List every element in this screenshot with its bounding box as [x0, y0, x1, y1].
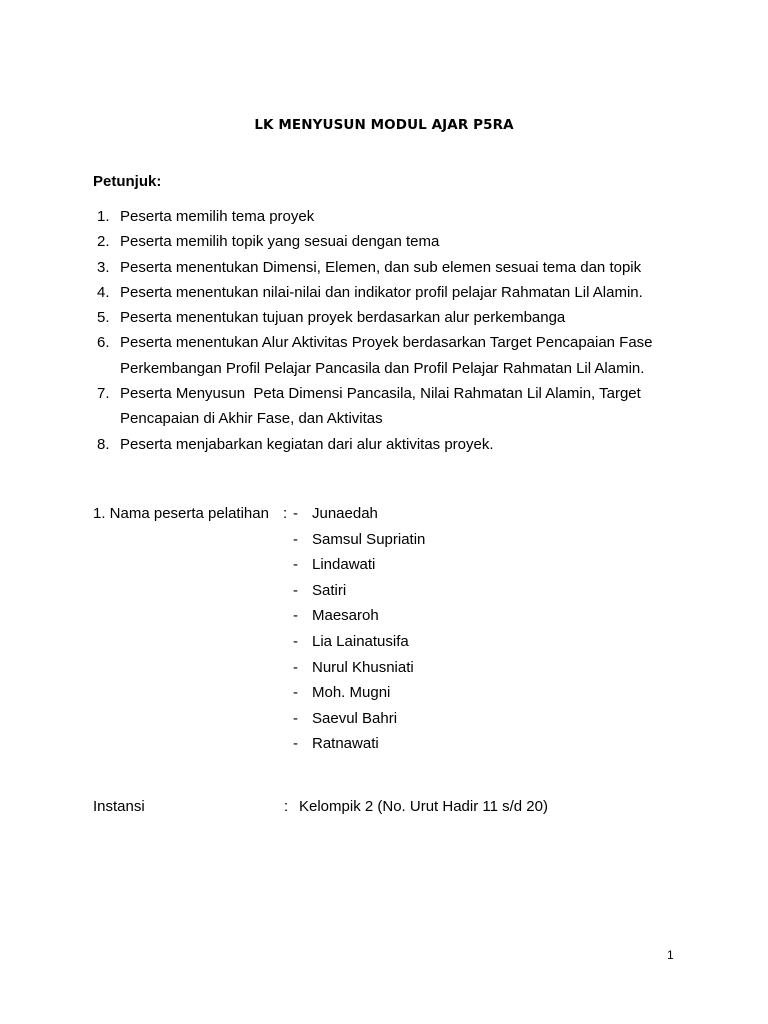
participant-item: [293, 655, 593, 681]
participants-list: [293, 501, 593, 757]
list-dash: -: [293, 607, 298, 625]
instruction-item: [93, 255, 693, 280]
instruction-text: Peserta menentukan Dimensi, Elemen, dan sub elemen sesuai tema dan topik: [120, 258, 642, 276]
institution-value: Kelompik 2 (No. Urut Hadir 11 s/d 20): [299, 798, 548, 815]
instruction-item: [93, 381, 693, 432]
list-dash: -: [293, 505, 298, 522]
page-number: 1: [667, 948, 674, 962]
participant-name: Junaedah: [312, 505, 378, 522]
instruction-item: [93, 280, 693, 305]
list-dash: -: [293, 632, 298, 650]
instruction-text: Peserta menentukan nilai-nilai dan indikator profil pelajar Rahmatan Lil Alamin.: [120, 283, 643, 301]
participant-name: Lindawati: [312, 556, 376, 574]
list-dash: -: [293, 684, 298, 702]
participant-name: Moh. Mugni: [312, 684, 391, 702]
participant-item: [293, 629, 593, 655]
participant-name: Lia Lainatusifa: [312, 632, 409, 650]
instruction-number: 8.: [97, 435, 110, 453]
participant-name: Satiri: [312, 581, 347, 599]
instruction-number: 1.: [97, 208, 110, 225]
participant-name: Samsul Supriatin: [312, 530, 426, 548]
instruction-text: Peserta Menyusun Peta Dimensi Pancasila, Nilai Rahmatan Lil Alamin, Target: [120, 385, 641, 403]
participant-name: Nurul Khusniati: [312, 658, 414, 676]
participant-item: [293, 603, 593, 629]
list-dash: -: [293, 530, 298, 548]
list-dash: -: [293, 556, 298, 574]
instruction-number: 3.: [97, 258, 110, 276]
instruction-number: 5.: [97, 309, 110, 327]
participant-item: [293, 527, 593, 553]
instruction-number: 2.: [97, 233, 110, 251]
list-dash: -: [293, 658, 298, 676]
list-dash: -: [293, 709, 298, 727]
participant-item: [293, 706, 593, 732]
participant-name: Maesaroh: [312, 607, 379, 625]
instructions-heading: Petunjuk:: [93, 173, 162, 190]
participant-name: Ratnawati: [312, 735, 379, 753]
page-title: LK MENYUSUN MODUL AJAR P5RA: [254, 117, 514, 133]
institution-label: Instansi: [93, 798, 145, 815]
instruction-item: [93, 305, 693, 330]
instruction-text: Peserta menentukan Alur Aktivitas Proyek berdasarkan Target Pencapaian Fase: [120, 334, 653, 352]
instruction-item: [93, 229, 693, 254]
participant-item: [293, 680, 593, 706]
participants-label: 1. Nama peserta pelatihan: [93, 505, 269, 522]
instruction-item: [93, 432, 693, 457]
list-dash: -: [293, 735, 298, 753]
list-dash: -: [293, 581, 298, 599]
instructions-list: [93, 204, 693, 457]
participant-item: [293, 731, 593, 757]
instruction-text: Peserta memilih tema proyek: [120, 208, 315, 225]
instruction-item: [93, 204, 693, 229]
institution-colon: :: [284, 798, 289, 815]
participant-name: Saevul Bahri: [312, 709, 398, 727]
participant-item: [293, 578, 593, 604]
instruction-text: Peserta menjabarkan kegiatan dari alur aktivitas proyek.: [120, 435, 494, 453]
instruction-item: [93, 330, 693, 381]
participant-item: [293, 552, 593, 578]
instruction-number: 7.: [97, 385, 110, 403]
instruction-text-continued: Perkembangan Profil Pelajar Pancasila dan Profil Pelajar Rahmatan Lil Alamin.: [120, 359, 645, 377]
participant-item: [293, 501, 593, 527]
instruction-number: 4.: [97, 283, 110, 301]
instruction-number: 6.: [97, 334, 110, 352]
instruction-text-continued: Pencapaian di Akhir Fase, dan Aktivitas: [120, 410, 383, 428]
instruction-text: Peserta memilih topik yang sesuai dengan tema: [120, 233, 440, 251]
participants-colon: :: [283, 505, 288, 522]
instruction-text: Peserta menentukan tujuan proyek berdasarkan alur perkembanga: [120, 309, 566, 327]
